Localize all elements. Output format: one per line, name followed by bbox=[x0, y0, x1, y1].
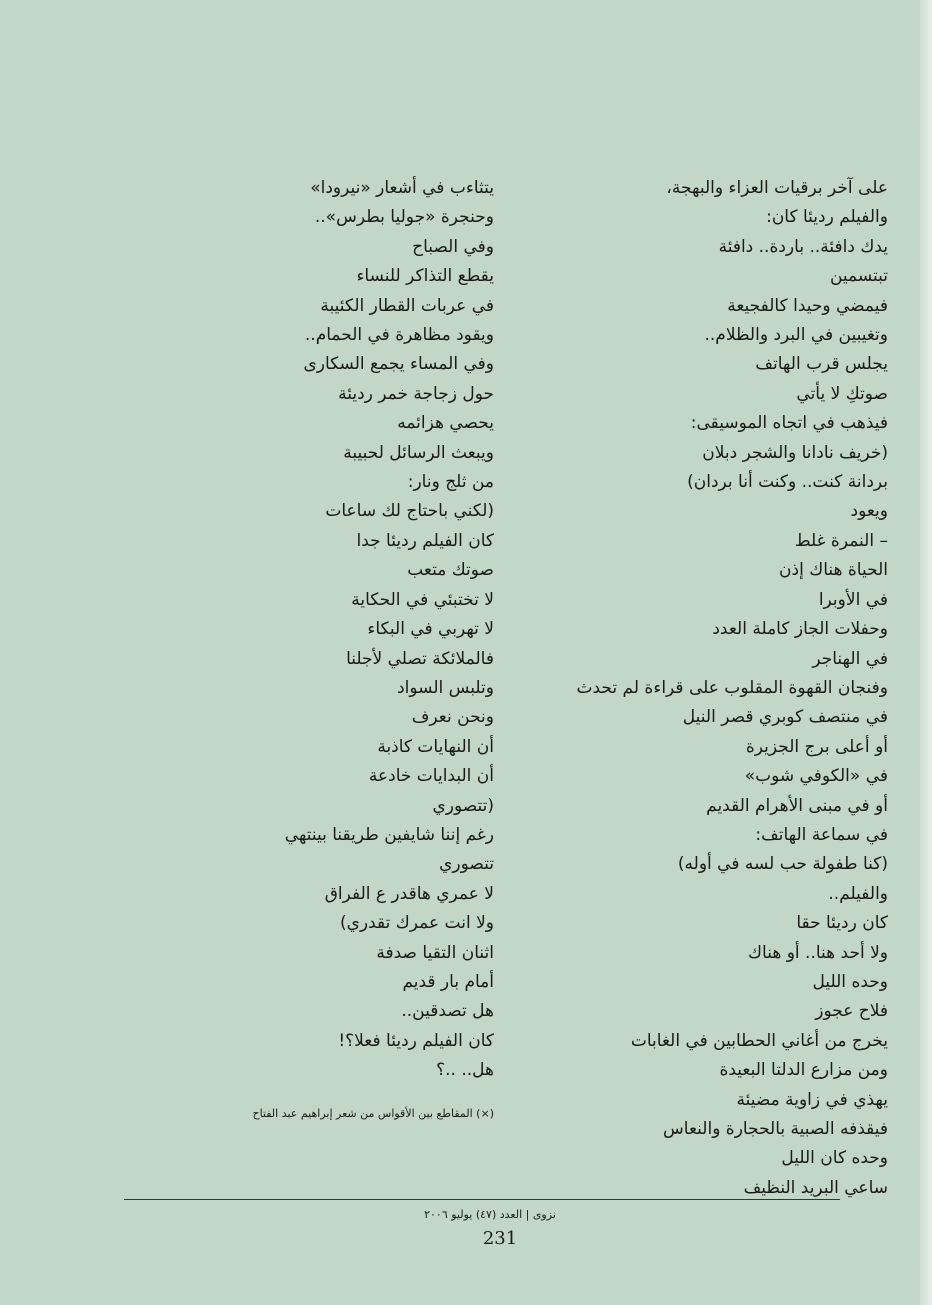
poem-line: لا تختبئي في الحكاية bbox=[351, 589, 494, 610]
poem-line: أن النهايات كاذبة bbox=[377, 736, 494, 757]
poem-line: في سماعة الهاتف: bbox=[755, 824, 888, 845]
poem-line: (كنا طفولة حب لسه في أوله) bbox=[677, 854, 888, 875]
poem-line: ويعود bbox=[850, 501, 888, 522]
poem-line: – النمرة غلط bbox=[794, 530, 888, 551]
poem-line: أن البدايات خادعة bbox=[368, 766, 494, 787]
poem-line: فيمضي وحيدا كالفجيعة bbox=[727, 295, 888, 316]
poem-line: كان رديئا حقا bbox=[796, 913, 888, 934]
poem-line: في «الكوفي شوب» bbox=[744, 766, 888, 787]
poem-line: ويقود مظاهرة في الحمام.. bbox=[304, 325, 494, 346]
poem-line: ساعي البريد النظيف bbox=[743, 1177, 888, 1198]
poem-line: صوتك متعب bbox=[407, 560, 494, 581]
poem-line: تبتسمين bbox=[829, 266, 888, 287]
poem-line: فيذهب في اتجاه الموسيقى: bbox=[690, 413, 888, 434]
poem-line: هل.. ..؟ bbox=[436, 1060, 494, 1081]
poem-line: تتصوري bbox=[439, 854, 494, 875]
poem-line: وتغيبين في البرد والظلام.. bbox=[704, 325, 888, 346]
poem-line: لا تهربي في البكاء bbox=[367, 619, 494, 640]
poem-line: وفي الصباح bbox=[412, 236, 494, 257]
poem-line: (تتصوري bbox=[432, 795, 494, 816]
poem-line: فلاح عجوز bbox=[815, 1001, 888, 1022]
poem-line: وتلبس السواد bbox=[397, 677, 494, 698]
poem-line: حول زجاجة خمر رديئة bbox=[338, 383, 494, 404]
poem-line: وفنجان القهوة المقلوب على قراءة لم تحدث bbox=[576, 677, 888, 698]
poem-line: والفيلم.. bbox=[828, 883, 888, 904]
poem-line: وحنجرة «جوليا بطرس».. bbox=[314, 207, 494, 228]
poem-line: يحصي هزائمه bbox=[397, 413, 494, 434]
poem-line: في عربات القطار الكئيبة bbox=[320, 295, 494, 316]
poem-line: أو في مبنى الأهرام القديم bbox=[706, 795, 888, 816]
poem-line: كان الفيلم رديئا جدا bbox=[356, 530, 494, 551]
poem-line: صوتكِ لا يأتي bbox=[796, 383, 888, 404]
poem-line: رغم إننا شايفين طريقنا بينتهي bbox=[284, 824, 494, 845]
poem-line: ويبعث الرسائل لحبيبة bbox=[343, 442, 494, 463]
poem-line: يتثاءب في أشعار «نيرودا» bbox=[310, 178, 494, 198]
poem-line: هل تصدقين.. bbox=[401, 1001, 494, 1022]
poem-line: ولا انت عمرك تقدري) bbox=[339, 913, 494, 934]
page-edge bbox=[920, 0, 932, 1305]
poem-line: ونحن نعرف bbox=[411, 707, 494, 728]
poem-column-right bbox=[488, 174, 888, 1203]
poem-line: والفيلم رديئا كان: bbox=[766, 207, 888, 228]
poem-line: ومن مزارع الدلتا البعيدة bbox=[719, 1060, 888, 1081]
footer-divider bbox=[124, 1199, 840, 1200]
poem-line: يقطع التذاكر للنساء bbox=[356, 266, 494, 287]
footnote: (×) المقاطع بين الأقواس من شعر إبراهيم عبد الفتاح bbox=[252, 1107, 494, 1120]
poem-line: وفي المساء يجمع السكارى bbox=[303, 354, 494, 375]
poem-line: أو أعلى برج الجزيرة bbox=[745, 736, 888, 757]
poem-column-left bbox=[194, 174, 494, 1086]
poem-line: (خريف نادانا والشجر دبلان bbox=[702, 442, 888, 463]
poem-line: اثنان التقيا صدفة bbox=[376, 942, 494, 963]
page-number: 231 bbox=[482, 1228, 518, 1249]
poem-line: وحده كان الليل bbox=[781, 1148, 888, 1169]
poem-line: في منتصف كوبري قصر النيل bbox=[682, 707, 888, 728]
poem-line: فيقذفه الصبية بالحجارة والنعاس bbox=[663, 1119, 888, 1139]
poem-line: يهذي في زاوية مضيئة bbox=[736, 1089, 888, 1110]
poem-line: من ثلج ونار: bbox=[407, 472, 494, 493]
poem-line: وحفلات الجاز كاملة العدد bbox=[712, 619, 888, 640]
poem-line: وحده الليل bbox=[812, 971, 888, 992]
poem-line: يدك دافئة.. باردة.. دافئة bbox=[718, 236, 888, 257]
poem-line: على آخر برقيات العزاء والبهجة، bbox=[666, 178, 888, 198]
poem-line: في الأوبرا bbox=[818, 589, 888, 610]
poem-line: في الهناجر bbox=[812, 648, 888, 669]
poem-line: كان الفيلم رديئا فعلا؟! bbox=[338, 1030, 494, 1051]
poem-line: (لكني باحتاج لك ساعات bbox=[325, 501, 494, 522]
footer-publication-info: نزوى | العدد (٤٧) يوليو ٢٠٠٦ bbox=[424, 1208, 556, 1221]
poem-line: يخرج من أغاني الحطابين في الغابات bbox=[630, 1030, 888, 1051]
poem-line: بردانة كنت.. وكنت أنا بردان) bbox=[687, 472, 888, 493]
poem-line: فالملائكة تصلي لأجلنا bbox=[346, 648, 494, 669]
poem-line: أمام بار قديم bbox=[402, 971, 494, 992]
poem-line: لا عمري هاقدر ع الفراق bbox=[324, 883, 494, 904]
poem-line: ولا أحد هنا.. أو هناك bbox=[748, 942, 888, 963]
poem-line: الحياة هناك إذن bbox=[779, 560, 888, 581]
poem-line: يجلس قرب الهاتف bbox=[755, 354, 888, 375]
